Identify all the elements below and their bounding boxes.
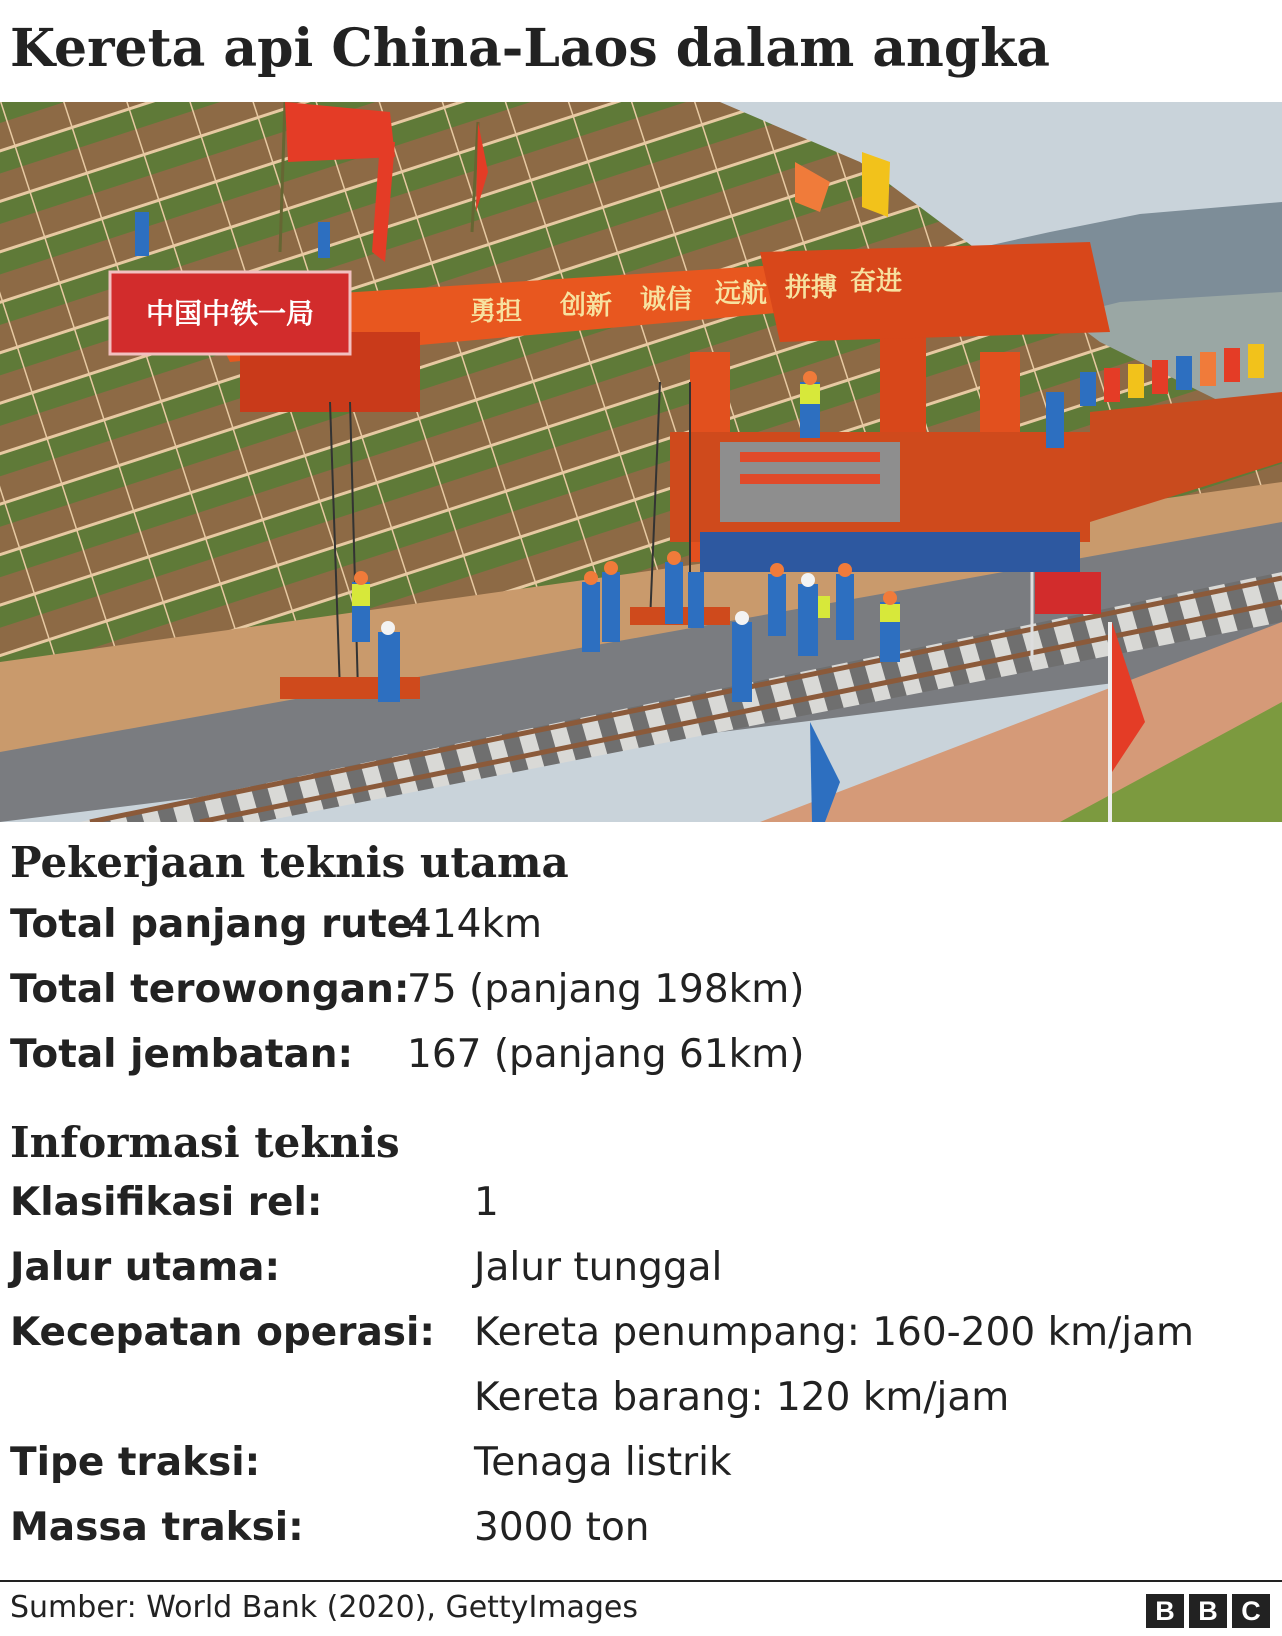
- crane-banner-text: 中国中铁一局: [145, 297, 315, 330]
- source-credit: Sumber: World Bank (2020), GettyImages: [10, 1590, 639, 1625]
- row-label: Total panjang rute:: [10, 902, 429, 947]
- row-value: Tenaga listrik: [474, 1440, 732, 1485]
- row-label: Total terowongan:: [10, 967, 410, 1012]
- row-value: 1: [474, 1180, 499, 1225]
- crane-slogan: 拼搏: [785, 273, 838, 303]
- row-value: Kereta penumpang: 160-200 km/jam: [474, 1310, 1195, 1355]
- row-value: 167 (panjang 61km): [407, 1032, 805, 1077]
- row-label: Kecepatan operasi:: [10, 1310, 435, 1355]
- row-label: Total jembatan:: [10, 1032, 354, 1077]
- row-value: 3000 ton: [474, 1505, 650, 1550]
- footer-divider: [0, 1580, 1282, 1582]
- crane-slogan: 诚信: [640, 285, 693, 315]
- bbc-logo-letter: B: [1146, 1594, 1184, 1628]
- row-value: 414km: [407, 902, 543, 947]
- row-label: Jalur utama:: [10, 1245, 281, 1290]
- bbc-logo: [1146, 1594, 1270, 1628]
- row-label: Massa traksi:: [10, 1505, 304, 1550]
- crane-slogan: 奋进: [850, 267, 903, 297]
- bbc-logo-letter: B: [1189, 1594, 1227, 1628]
- engineering-heading: Pekerjaan teknis utama: [10, 838, 569, 887]
- row-label: Klasifikasi rel:: [10, 1180, 323, 1225]
- railway-construction-photo: [0, 102, 1282, 822]
- row-label: Tipe traksi:: [10, 1440, 261, 1485]
- page-title: Kereta api China-Laos dalam angka: [10, 18, 1050, 79]
- crane-slogan: 创新: [560, 291, 613, 321]
- crane-slogan: 远航: [715, 279, 768, 309]
- technical-heading: Informasi teknis: [10, 1118, 400, 1167]
- row-value: 75 (panjang 198km): [407, 967, 805, 1012]
- bbc-logo-letter: C: [1232, 1594, 1270, 1628]
- crane-slogan: 勇担: [470, 297, 523, 327]
- row-value: Jalur tunggal: [474, 1245, 723, 1290]
- row-value: Kereta barang: 120 km/jam: [474, 1375, 1010, 1420]
